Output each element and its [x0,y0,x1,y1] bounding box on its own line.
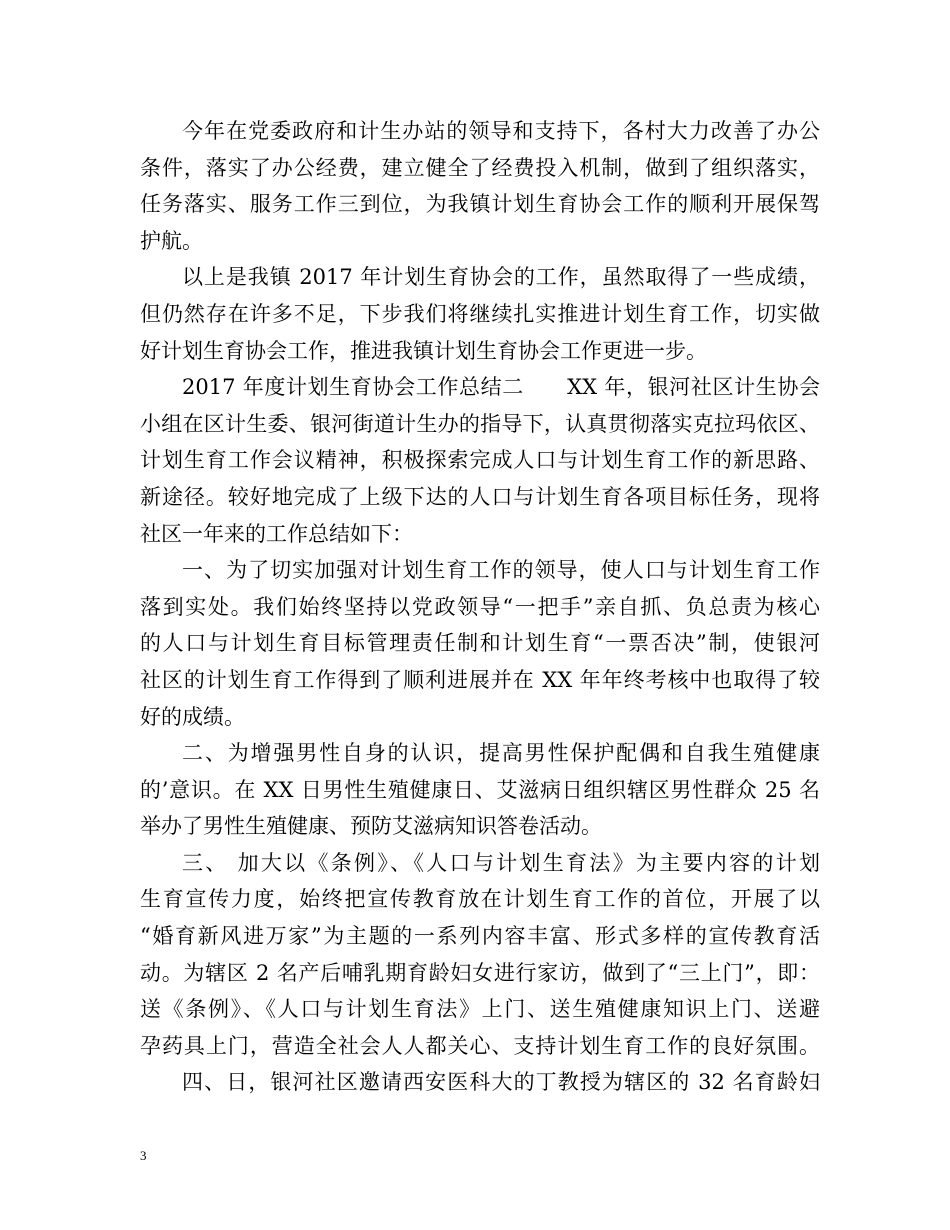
text-line: 孕药具上门，营造全社会人人都关心、支持计划生育工作的良好氛围。 [140,1033,820,1058]
text-line: 条件，落实了办公经费，建立健全了经费投入机制，做到了组织落实， [140,155,820,180]
text-line: 二、为增强男性自身的认识，提高男性保护配偶和自我生殖健康 [182,741,820,766]
text-line: “婚育新风进万家”为主题的一系列内容丰富、形式多样的宣传教育活 [140,924,820,949]
paragraph-3 [140,369,820,552]
text-line: 好的成绩。 [140,704,245,729]
text-line: 社区的计划生育工作得到了顺利进展并在 XX 年年终考核中也取得了较 [140,667,820,692]
text-line: 计划生育工作会议精神，积极探索完成人口与计划生育工作的新思路、 [140,448,820,473]
text-line: 举办了男性生殖健康、预防艾滋病知识答卷活动。 [140,814,602,839]
text-line: 的’意识。在 XX 日男性生殖健康日、艾滋病日组织辖区男性群众 25 名 [140,777,820,802]
text-line: 送《条例》、《人口与计划生育法》上门、送生殖健康知识上门、送避 [140,997,820,1022]
paragraph-4 [140,552,820,735]
text-line: 社区一年来的工作总结如下： [140,521,413,546]
page-number: 3 [140,1148,147,1163]
paragraph-7 [140,1064,820,1101]
text-line: 一、为了切实加强对计划生育工作的领导，使人口与计划生育工作 [182,558,820,583]
text-line: 三、 加大以《条例》、《人口与计划生育法》为主要内容的计划 [182,850,820,875]
document-body [140,113,820,1101]
text-line: 但仍然存在许多不足，下步我们将继续扎实推进计划生育工作，切实做 [140,301,820,326]
text-line: 生育宣传力度，始终把宣传教育放在计划生育工作的首位，开展了以 [140,887,820,912]
paragraph-6 [140,845,820,1065]
text-line: 好计划生育协会工作，推进我镇计划生育协会工作更进一步。 [140,338,707,363]
text-line: 落到实处。我们始终坚持以党政领导“一把手”亲自抓、负总责为核心 [140,594,820,619]
text-line: 今年在党委政府和计生办站的领导和支持下，各村大力改善了办公 [182,119,820,143]
text-line: 以上是我镇 2017 年计划生育协会的工作，虽然取得了一些成绩， [182,265,820,290]
text-line: 的人口与计划生育目标管理责任制和计划生育“一票否决”制，使银河 [140,631,820,656]
paragraph-1 [140,113,820,259]
text-line: 四、日，银河社区邀请西安医科大的丁教授为辖区的 32 名育龄妇 [182,1070,820,1095]
text-line: 新途径。较好地完成了上级下达的人口与计划生育各项目标任务，现将 [140,484,820,509]
text-line: 2017 年度计划生育协会工作总结二 XX 年，银河社区计生协会 [182,375,820,400]
text-line: 任务落实、服务工作三到位，为我镇计划生育协会工作的顺利开展保驾 [140,192,820,217]
text-line: 护航。 [140,228,203,253]
paragraph-5 [140,735,820,845]
text-line: 小组在区计生委、银河街道计生办的指导下，认真贯彻落实克拉玛依区、 [140,411,820,436]
text-line: 动。为辖区 2 名产后哺乳期育龄妇女进行家访，做到了“三上门”，即： [140,960,820,985]
paragraph-2 [140,259,820,369]
